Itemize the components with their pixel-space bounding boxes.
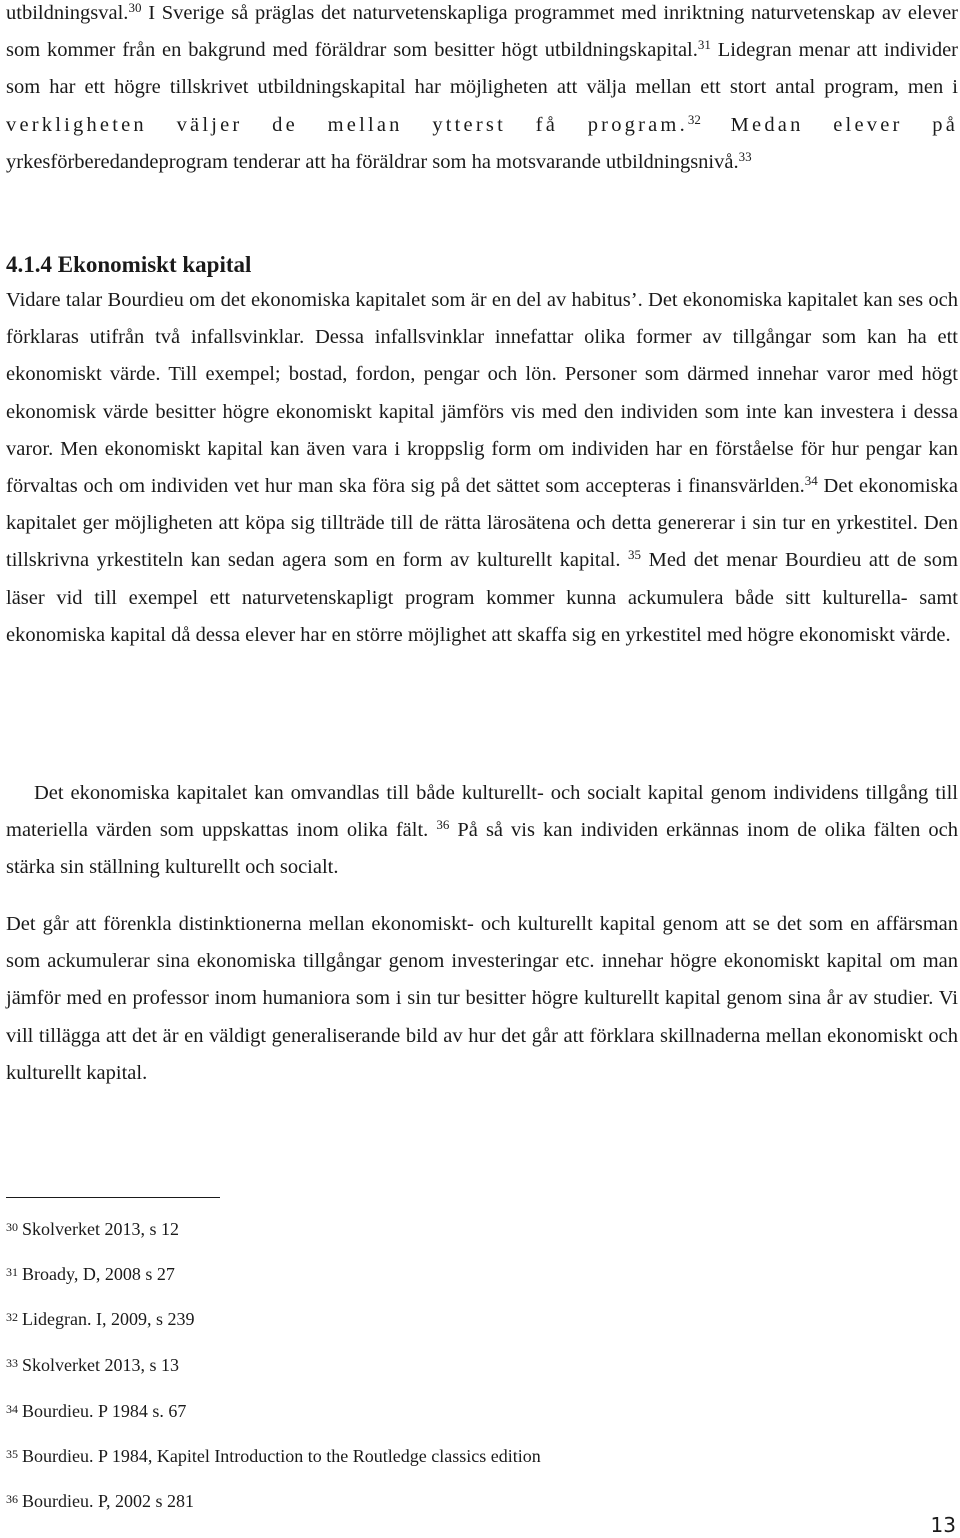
footnote [6, 1490, 194, 1512]
footnote [6, 1218, 179, 1240]
footnote-number: 34 [6, 1402, 18, 1416]
paragraph-text: Vidare talar Bourdieu om det ekonomiska kapitalet som är en del av habitus’. Det ekonomiska kapitalet kan ses och förklaras utifrån två infallsvinklar. Dessa infallsvinklar innefattar olika former av tillgångar som kan ha ett ekonomiskt värde. Till exempel; bostad, fordon, pengar och lön. Personer som därmed innehar varor med högt ekonomisk värde besitter högre ekonomiskt kapital jämförs vis med den individen som inte kan investera i dessa varor. Men ekonomiskt kapital kan även vara i kroppslig form om individen har en förståelse för hur pengar kan förvaltas och om individen vet hur man ska föra sig på det sättet som accepteras i finansvärlden. [6, 289, 958, 498]
footnote-text: Bourdieu. P 1984 s. 67 [22, 1401, 187, 1421]
footnote-number: 31 [6, 1265, 18, 1279]
section-heading: 4.1.4 Ekonomiskt kapital [6, 252, 252, 277]
body-paragraph [6, 0, 958, 181]
page-number: 13 [930, 1513, 956, 1537]
footnote-ref: 33 [738, 148, 752, 164]
body-paragraph [6, 775, 958, 887]
body-paragraph: Det går att förenkla distinktionerna mellan ekonomiskt- och kulturellt kapital genom att se det som en affärsman som ackumulerar sina ekonomiska tillgångar genom investeringar etc. innehar högre ekonomiskt kapital om man jämför med en professor inom humaniora som i sin tur besitter högre kulturellt kapital genom sina år av studier. Vi vill tillägga att det är en väldigt generaliserande bild av hur det går att förklara skillnaderna mellan ekonomiskt och kulturellt kapital. [6, 913, 958, 1084]
footnote-ref: 30 [128, 0, 142, 15]
paragraph-text: Det ekonomiska kapitalet kan omvandlas till både kulturellt- och socialt kapital genom individens tillgång till materiella värden som uppskattas inom olika fält. [6, 782, 958, 842]
footnote-ref: 35 [628, 547, 642, 563]
footnote-text: Skolverket 2013, s 13 [22, 1355, 179, 1375]
footnote-ref: 34 [804, 473, 818, 489]
footnote-separator [6, 1197, 220, 1198]
paragraph-text: Det ekonomiska kapitalet ger möjligheten att köpa sig tillträde till de rätta lärosätena och detta genererar i sin tur en yrkestitel. Den tillskrivna yrkestiteln kan sedan agera som en form av kulturellt kapital. [6, 475, 958, 572]
footnote [6, 1308, 194, 1330]
footnote-text: Bourdieu. P, 2002 s 281 [22, 1491, 195, 1511]
paragraph-text: yrkesförberedandeprogram tenderar att ha föräldrar som ha motsvarande utbildningsnivå. [6, 150, 739, 173]
body-paragraph [6, 282, 958, 654]
paragraph-text: Medan elever på [700, 113, 958, 136]
footnote [6, 1445, 541, 1467]
footnote-ref: 36 [436, 817, 450, 833]
paragraph-text: På så vis kan individen erkännas inom de olika fälten och stärka sin ställning kulturellt och socialt. [6, 819, 958, 879]
footnote [6, 1354, 179, 1376]
paragraph-text: verkligheten väljer de mellan ytterst få program. [6, 113, 688, 136]
paragraph-text: Med det menar Bourdieu att de som läser vid till exempel ett naturvetenskapligt program kommer kunna ackumulera både sitt kulturella- samt ekonomiska kapital då dessa elever har en större möjlighet att skaffa sig en yrkestitel med högre ekonomiskt värde. [6, 549, 958, 646]
footnote-number: 33 [6, 1356, 18, 1370]
footnote-text: Broady, D, 2008 s 27 [22, 1264, 175, 1284]
footnote-number: 30 [6, 1220, 18, 1234]
footnote-ref: 32 [687, 111, 701, 127]
paragraph-text: Lidegran menar att individer som har ett högre tillskrivet utbildningskapital har möjligheten att välja mellan ett stort antal program, men i [6, 39, 959, 99]
paragraph-text: I Sverige så präglas det naturvetenskapliga programmet med inriktning naturvetenskap av elever som kommer från en bakgrund med föräldrar som besitter högt utbildningskapital. [6, 2, 958, 62]
footnote-ref: 31 [697, 37, 711, 53]
paragraph-text: utbildningsval. [6, 2, 129, 24]
footnote-number: 36 [6, 1492, 18, 1506]
footnote [6, 1263, 175, 1285]
footnote-number: 32 [6, 1310, 18, 1324]
footnote-text: Bourdieu. P 1984, Kapitel Introduction to the Routledge classics edition [22, 1446, 541, 1466]
footnote-text: Lidegran. I, 2009, s 239 [22, 1309, 195, 1329]
footnote-number: 35 [6, 1447, 18, 1461]
footnote-text: Skolverket 2013, s 12 [22, 1219, 179, 1239]
footnote [6, 1400, 186, 1422]
